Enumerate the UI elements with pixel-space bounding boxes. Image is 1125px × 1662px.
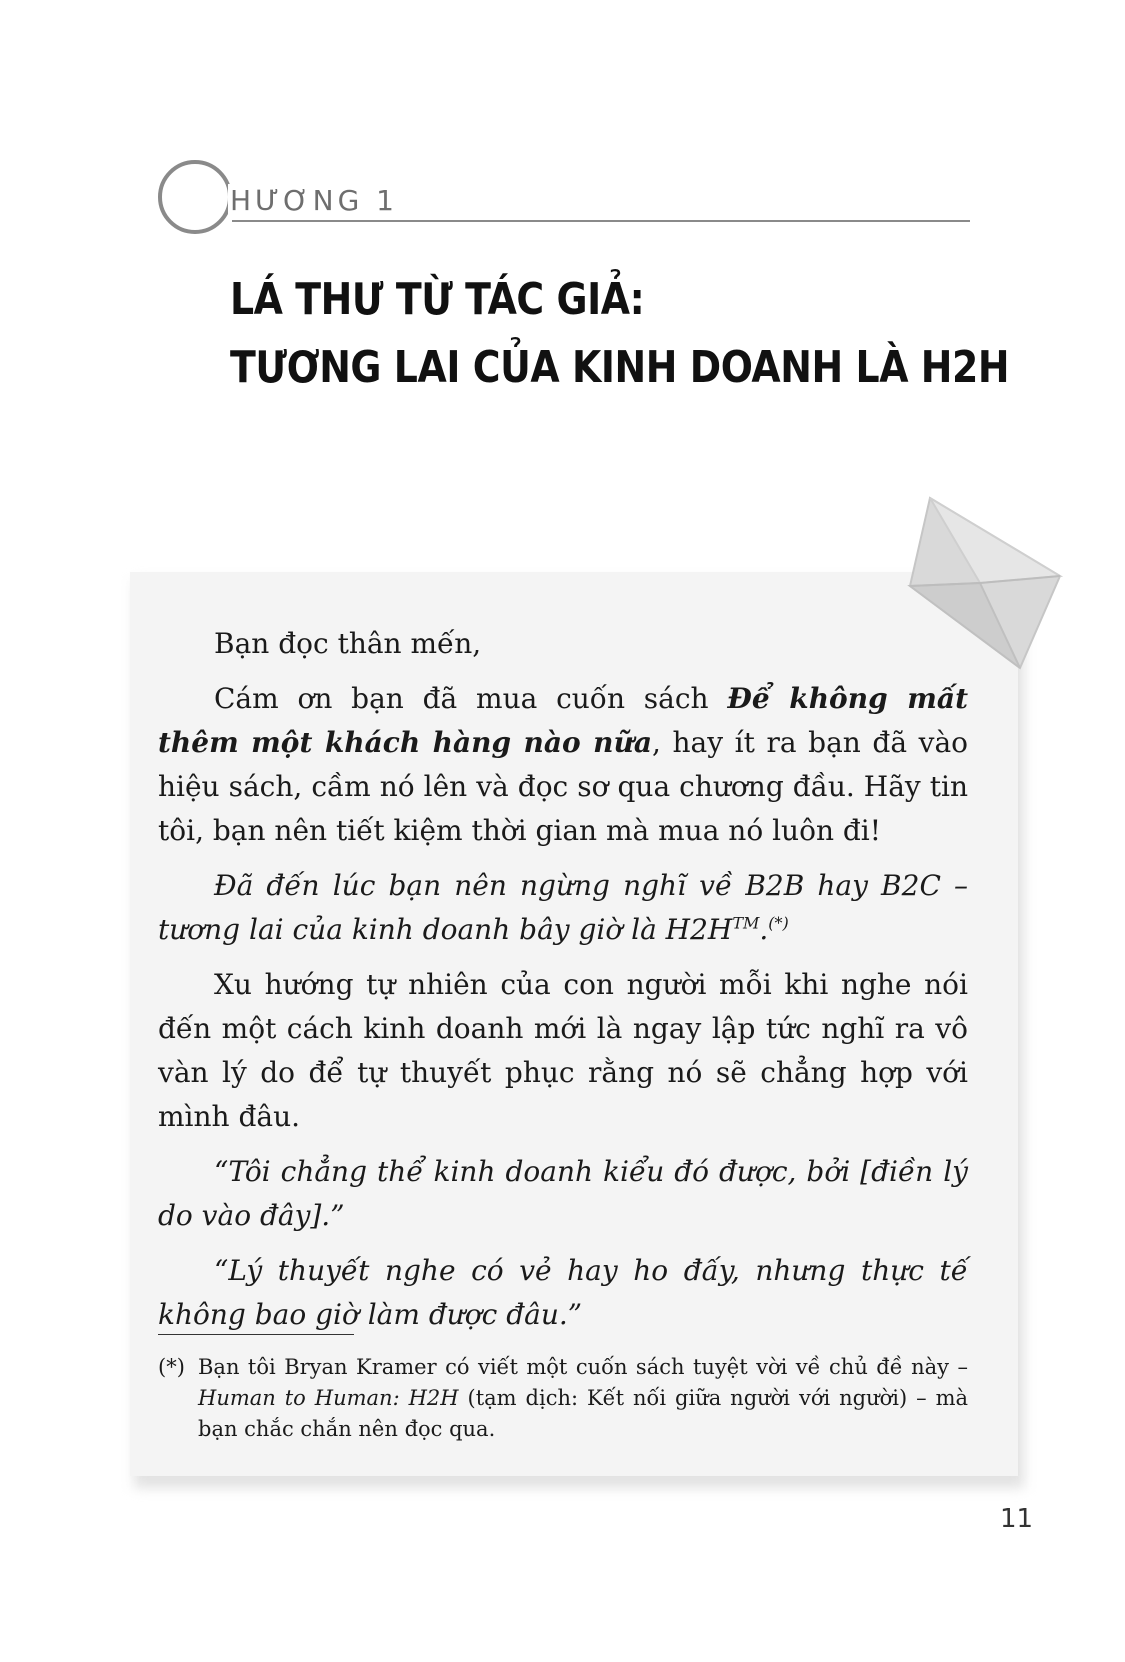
chapter-title (230, 266, 1010, 402)
chapter-title-line-1: LÁ THƯ TỪ TÁC GIẢ: (230, 274, 645, 325)
quote-1: “Tôi chẳng thể kinh doanh kiểu đó được, bởi [điền lý do vào đây].” (158, 1155, 968, 1232)
footnote-text-end: (tạm dịch: Kết nối giữa người với người) – mà bạn chắc chắn nên đọc qua. (198, 1386, 969, 1441)
paragraph-2-dot: . (759, 913, 769, 946)
footnote-rule (158, 1334, 354, 1335)
footnote (158, 1352, 968, 1445)
page-number: 11 (1000, 1504, 1034, 1534)
chapter-label: HƯƠNG 1 (228, 184, 402, 217)
footnote-text (198, 1352, 968, 1445)
footnote-book-title: Human to Human: H2H (198, 1386, 459, 1410)
paragraph-2 (158, 864, 968, 952)
chapter-title-line-2: TƯƠNG LAI CỦA KINH DOANH LÀ H2H (230, 342, 1010, 393)
paragraph-1 (158, 677, 968, 853)
paragraph-1-start: Cám ơn bạn đã mua cuốn sách (214, 682, 728, 715)
salutation: Bạn đọc thân mến, (214, 627, 482, 660)
paragraph-1-end: , hay ít ra bạn đã vào hiệu sách, cầm nó lên và đọc sơ qua chương đầu. Hãy tin tôi, bạn nên tiết kiệm thời gian mà mua nó luôn đi! (158, 726, 968, 847)
footnote-reference: (*) (768, 913, 789, 933)
paragraph-2-text: Đã đến lúc bạn nên ngừng nghĩ về B2B hay B2C – tương lai của kinh doanh bây giờ là H2H (158, 869, 968, 946)
chapter-circle-ornament (158, 160, 232, 234)
chapter-rule (232, 220, 970, 222)
quote-2: “Lý thuyết nghe có vẻ hay ho đấy, nhưng thực tế không bao giờ làm được đâu.” (158, 1254, 968, 1331)
paragraph-3: Xu hướng tự nhiên của con người mỗi khi nghe nói đến một cách kinh doanh mới là ngay lập tức nghĩ ra vô vàn lý do để tự thuyết phục rằng nó sẽ chẳng hợp với mình đâu. (158, 968, 968, 1133)
footnote-mark: (*) (158, 1355, 185, 1379)
footnote-text-start: Bạn tôi Bryan Kramer có viết một cuốn sách tuyệt vời về chủ đề này – (198, 1355, 968, 1379)
letter-body (158, 622, 968, 1348)
book-title: Để không mất thêm một khách hàng nào nữa (158, 682, 969, 759)
trademark-mark: TM (732, 913, 760, 933)
